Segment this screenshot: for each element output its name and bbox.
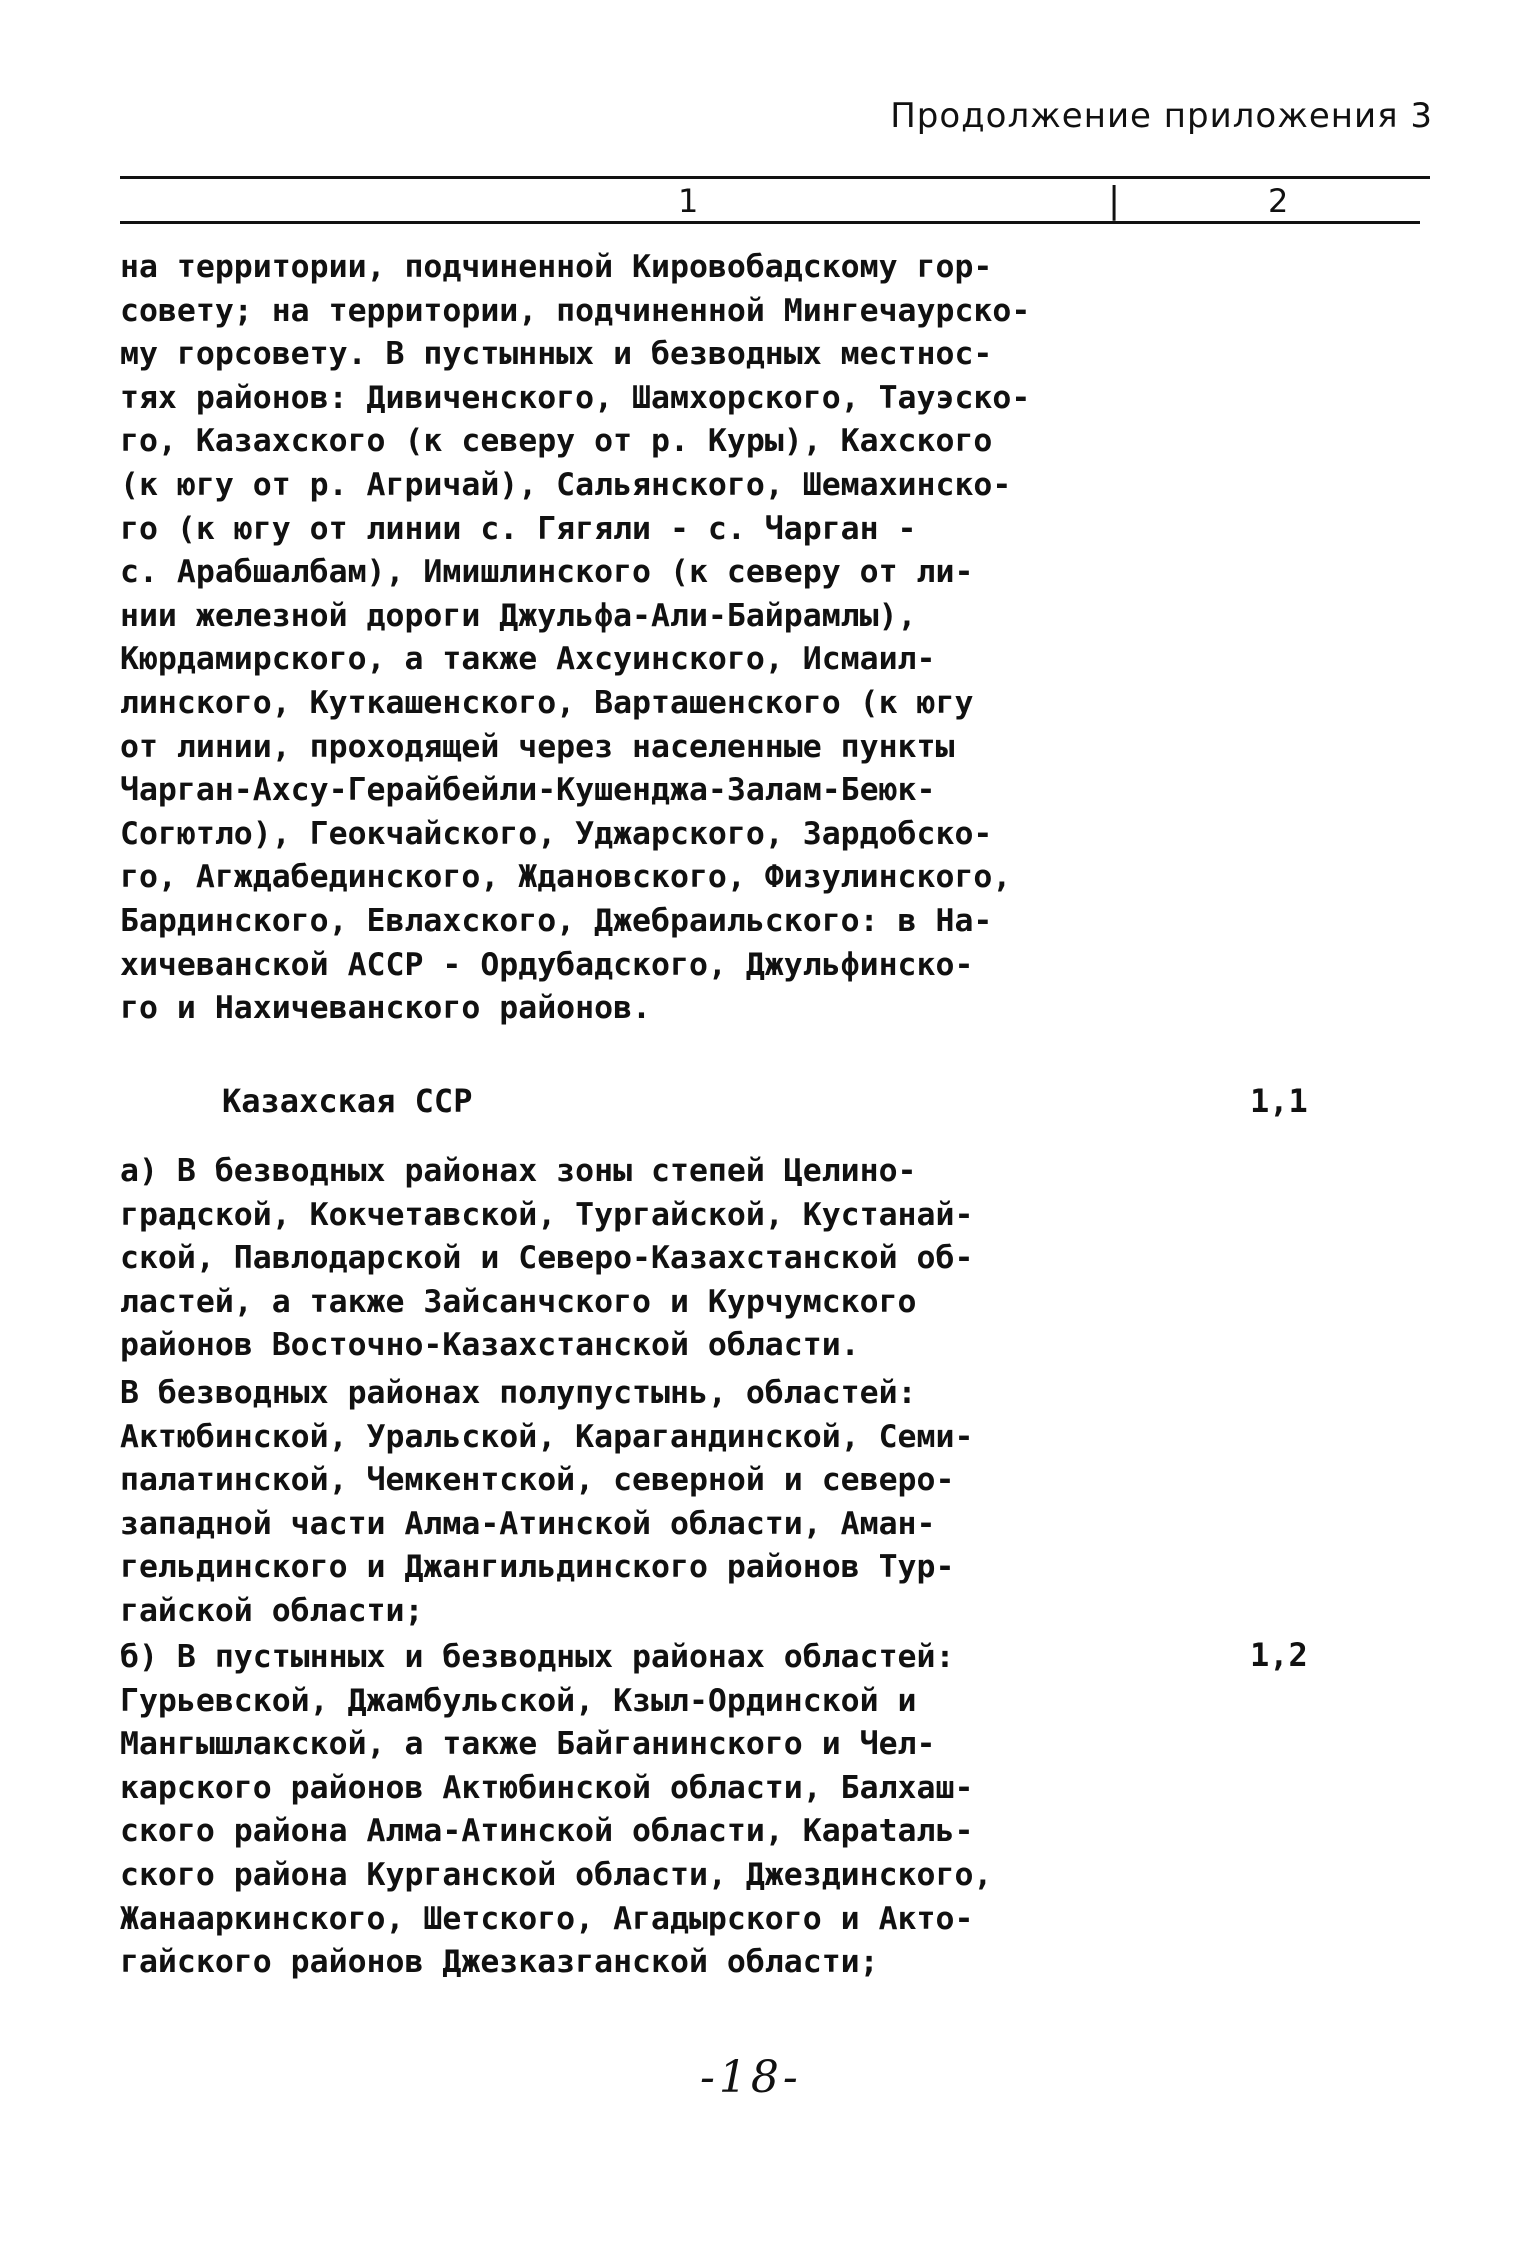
text-line: гайской области; [120, 1592, 424, 1629]
text-line: ластей, а также Зайсанчского и Курчумского [120, 1283, 917, 1320]
text-line: В безводных районах полупустынь, областей: [120, 1375, 917, 1411]
table-top-rule [120, 176, 1430, 179]
text-line: карского районов Актюбинской области, Балхаш- [120, 1769, 974, 1806]
text-line: го и Нахичеванского районов. [120, 990, 652, 1027]
text-line: му горсовету. В пустынных и безводных местнос- [120, 336, 993, 373]
text-line: Чарган-Ахсу-Герайбейли-Кушенджа-Залам-Беюк- [120, 772, 936, 809]
text-line: Мангышлакской, а также Байганинского и Чел- [120, 1726, 936, 1763]
text-line: го, Казахского (к северу от р. Куры), Кахского [120, 423, 993, 460]
column-separator: | [1108, 180, 1121, 221]
text-line: Гурьевской, Джамбульской, Кзыл-Ординской и [120, 1682, 917, 1719]
text-line: (к югу от р. Агричай), Сальянского, Шемахинско- [120, 466, 1012, 503]
text-line: го (к югу от линии с. Гягяли - с. Чарган - [120, 510, 917, 547]
section-title-kazakh-ssr: Казахская ССР [222, 1082, 473, 1120]
text-line: Актюбинской, Уральской, Карагандинской, Семи- [120, 1418, 974, 1455]
text-line: го, Агждабединского, Ждановского, Физулинского, [120, 859, 1012, 896]
text-line: Бардинского, Евлахского, Джебраильского: в На- [120, 902, 993, 939]
text-line: от линии, проходящей через населенные пункты [120, 728, 955, 765]
text-line: ской, Павлодарской и Северо-Казахстанской об- [120, 1240, 974, 1277]
text-line: ского района Алма-Атинской области, Карataль- [120, 1813, 974, 1850]
continuation-header: Продолжение приложения 3 [890, 96, 1433, 136]
text-line: гельдинского и Джангильдинского районов Тур- [120, 1549, 955, 1586]
paragraph-desert-regions [120, 1636, 1110, 1985]
text-line: Жанааркинского, Шетского, Агадырского и Акто- [120, 1900, 974, 1937]
page-number: -18- [700, 2052, 802, 2103]
text-line: на территории, подчиненной Кировобадскому гор- [120, 249, 993, 285]
text-line: районов Восточно-Казахстанской области. [120, 1327, 860, 1364]
table-header-rule [120, 221, 1420, 224]
column-1-header: 1 [678, 182, 699, 220]
text-line: тях районов: Дивиченского, Шамхорского, Тауэско- [120, 379, 1031, 416]
text-line: Кюрдамирского, а также Ахсуинского, Исмаил- [120, 641, 936, 678]
text-line: западной части Алма-Атинской области, Аман- [120, 1505, 936, 1542]
text-line: с. Арабшалбам), Имишлинского (к северу от ли- [120, 554, 974, 591]
text-line: палатинской, Чемкентской, северной и северо- [120, 1462, 955, 1499]
paragraph-steppe-regions [120, 1150, 1110, 1368]
text-line: а) В безводных районах зоны степей Целино- [120, 1153, 917, 1189]
paragraph-azerbaijan-regions [120, 246, 1110, 1031]
text-line: нии железной дороги Джульфа-Али-Байрамлы), [120, 597, 917, 634]
coefficient-value: 1,2 [1250, 1636, 1308, 1674]
text-line: линского, Куткашенского, Варташенского (к югу [120, 684, 974, 721]
text-line: Согютло), Геокчайского, Уджарского, Зардобско- [120, 815, 993, 852]
text-line: градской, Кокчетавской, Тургайской, Кустанай- [120, 1196, 974, 1233]
text-line: б) В пустынных и безводных районах областей: [120, 1639, 955, 1675]
text-line: ского района Курганской области, Джездинского, [120, 1856, 993, 1893]
text-line: гайского районов Джезказганской области; [120, 1944, 879, 1981]
paragraph-semidesert-regions [120, 1372, 1110, 1634]
coefficient-value: 1,1 [1250, 1082, 1308, 1120]
column-2-header: 2 [1268, 182, 1289, 220]
text-line: совету; на территории, подчиненной Мингечаурско- [120, 292, 1031, 329]
text-line: хичеванской АССР - Ордубадского, Джульфинско- [120, 946, 974, 983]
